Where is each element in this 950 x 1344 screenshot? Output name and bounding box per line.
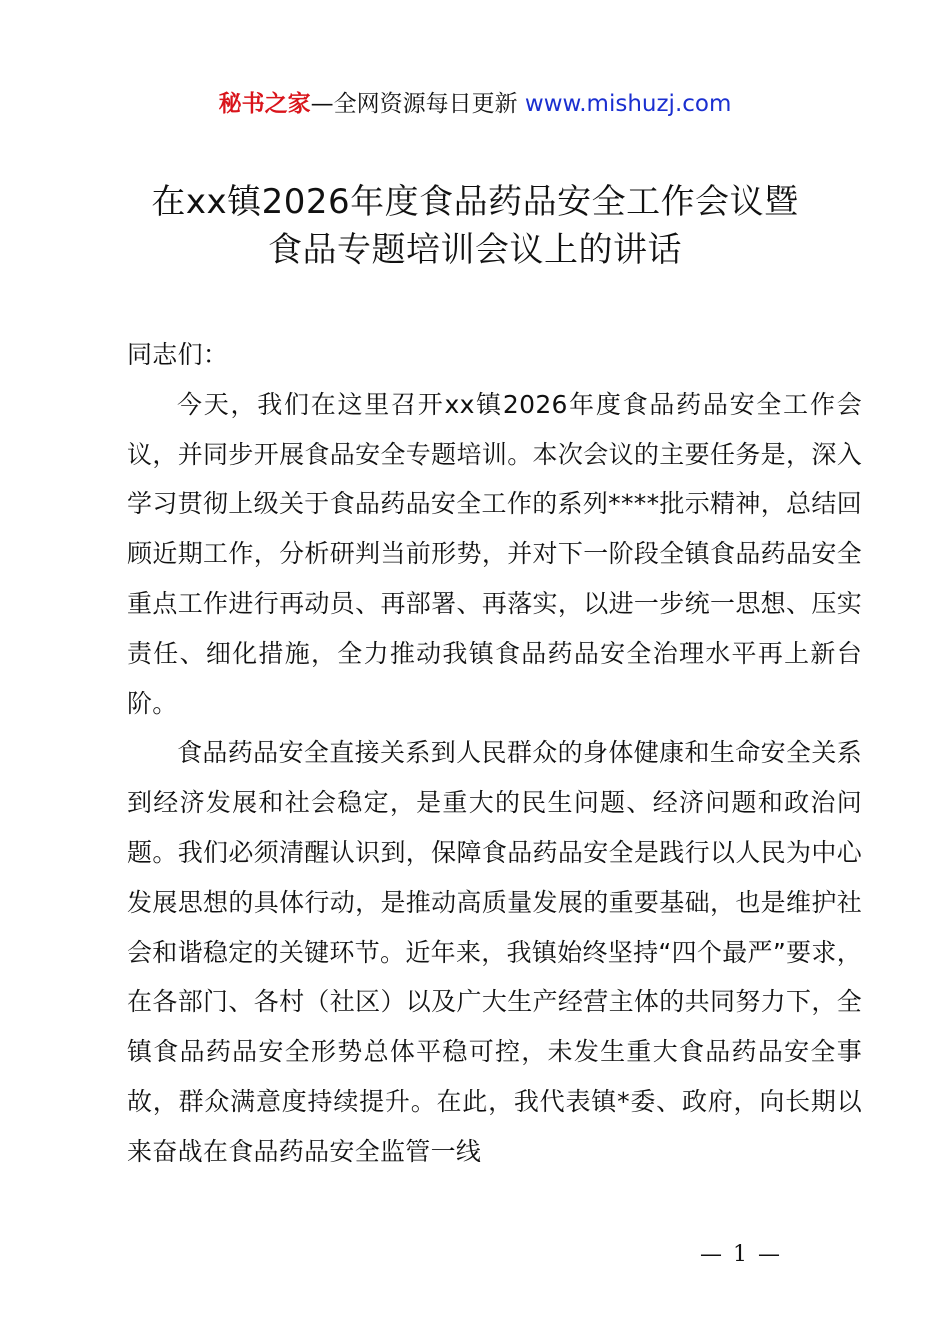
- document-title: [0, 178, 950, 274]
- site-url-link[interactable]: www.mishuzj.com: [524, 91, 732, 117]
- brand-name: 秘书之家: [218, 91, 311, 117]
- site-banner: [0, 88, 950, 120]
- title-line-1: 在xx镇2026年度食品药品安全工作会议暨: [151, 182, 799, 222]
- banner-tagline: —全网资源每日更新: [310, 91, 525, 117]
- salutation: 同志们：: [127, 340, 229, 369]
- title-line-2: 食品专题培训会议上的讲话: [268, 230, 682, 270]
- paragraph-1: 今天，我们在这里召开xx镇2026年度食品药品安全工作会议，并同步开展食品安全专题培训。本次会议的主要任务是，深入学习贯彻上级关于食品药品安全工作的系列****批示精神，总结回顾近期工作，分析研判当前形势，并对下一阶段全镇食品药品安全重点工作进行再动员、再部署、再落实，以进一步统一思想、压实责任、细化措施，全力推动我镇食品药品安全治理水平再上新台阶。: [127, 389, 862, 718]
- page-number: — 1 —: [700, 1242, 782, 1267]
- page-footer: [0, 1240, 950, 1270]
- paragraph-2: 食品药品安全直接关系到人民群众的身体健康和生命安全关系到经济发展和社会稳定，是重大的民生问题、经济问题和政治问题。我们必须清醒认识到，保障食品药品安全是践行以人民为中心发展思想的具体行动，是推动高质量发展的重要基础，也是维护社会和谐稳定的关键环节。近年来，我镇始终坚持“四个最严”要求，在各部门、各村（社区）以及广大生产经营主体的共同努力下，全镇食品药品安全形势总体平稳可控，未发生重大食品药品安全事故，群众满意度持续提升。在此，我代表镇*委、政府，向长期以来奋战在食品药品安全监管一线: [127, 738, 862, 1166]
- document-body: [127, 330, 862, 1177]
